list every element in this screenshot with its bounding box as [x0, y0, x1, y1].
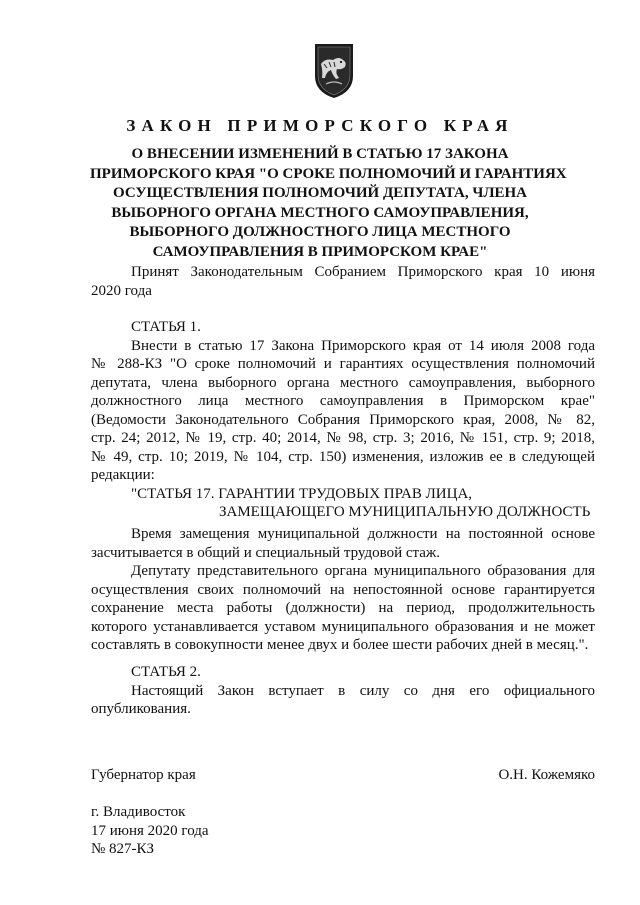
document-footer — [91, 803, 595, 859]
article-2-line: опубликования. — [91, 701, 191, 717]
law-heading — [90, 145, 567, 262]
quoted-article-title: ЗАМЕЩАЮЩЕГО МУНИЦИПАЛЬНУЮ ДОЛЖНОСТЬ — [219, 504, 591, 520]
article-17-paragraph-2 — [91, 562, 595, 655]
adoption-line: Принят Законодательным Собранием Приморского края 10 июня — [131, 264, 595, 280]
paragraph-line: которого устанавливается уставом муниципального образования и не может — [91, 618, 595, 635]
article-2-line: Настоящий Закон вступает в силу со дня его официального — [131, 682, 595, 699]
article-1-line: № 49, стр. 10; 2019, № 104, стр. 150) изменения, изложив ее в следующей — [91, 448, 595, 465]
signatory-name: О.Н. Кожемяко — [498, 767, 595, 783]
article-1-line: редакции: — [91, 467, 155, 483]
coat-of-arms-icon — [309, 40, 359, 100]
law-title: ЗАКОН ПРИМОРСКОГО КРАЯ — [126, 116, 514, 135]
article-1-line: № 288-КЗ "О сроке полномочий и гарантиях осуществления полномочий — [91, 356, 595, 372]
article-1-line: должностного лица местного самоуправления в Приморском крае" — [91, 393, 595, 409]
article-1-line: стр. 24; 2012, № 19, стр. 40; 2014, № 98, стр. 3; 2016, № 151, стр. 9; 2018, — [91, 430, 595, 446]
article-1-title: СТАТЬЯ 1. — [131, 319, 201, 335]
article-1-line: Внести в статью 17 Закона Приморского края от 14 июля 2008 года — [131, 337, 595, 354]
paragraph-line: осуществления своих полномочий на непостоянной основе гарантируется — [91, 581, 595, 598]
adoption-line: 2020 года — [91, 282, 152, 299]
article-17-paragraph-1 — [91, 525, 595, 562]
heading-line: ВЫБОРНОГО ОРГАНА МЕСТНОГО САМОУПРАВЛЕНИЯ, — [111, 204, 529, 221]
paragraph-line: составлять в совокупности менее двух и более шести рабочих дней в месяц.". — [91, 637, 589, 653]
article-1 — [91, 318, 595, 522]
paragraph-line: Время замещения муниципальной должности на постоянной основе — [131, 526, 595, 542]
article-1-line: (Ведомости Законодательного Собрания Приморского края, 2008, № 82, — [91, 411, 595, 428]
heading-line: ПРИМОРСКОГО КРАЯ "О СРОКЕ ПОЛНОМОЧИЙ И ГАРАНТИЯХ — [90, 165, 567, 182]
paragraph-line: засчитывается в общий и специальный трудовой стаж. — [91, 544, 441, 561]
article-1-line: депутата, члена выборного органа местного самоуправления, выборного — [91, 374, 595, 391]
signing-date: 17 июня 2020 года — [91, 822, 209, 839]
signature-block — [91, 766, 595, 785]
heading-line: О ВНЕСЕНИИ ИЗМЕНЕНИЙ В СТАТЬЮ 17 ЗАКОНА — [131, 146, 509, 162]
article-2 — [91, 663, 595, 719]
city: г. Владивосток — [91, 804, 186, 820]
signatory-position: Губернатор края — [91, 767, 196, 783]
article-2-title: СТАТЬЯ 2. — [131, 664, 201, 680]
adoption-paragraph — [91, 263, 595, 300]
heading-line: ОСУЩЕСТВЛЕНИЯ ПОЛНОМОЧИЙ ДЕПУТАТА, ЧЛЕНА — [112, 185, 528, 201]
heading-line: САМОУПРАВЛЕНИЯ В ПРИМОРСКОМ КРАЕ" — [152, 243, 488, 260]
quoted-article-title: "СТАТЬЯ 17. ГАРАНТИИ ТРУДОВЫХ ПРАВ ЛИЦА, — [131, 485, 473, 502]
paragraph-line: сохранение места работы (должности) на период, продолжительность — [91, 600, 595, 616]
paragraph-line: Депутату представительного органа муниципального образования для — [131, 563, 595, 579]
heading-line: ВЫБОРНОГО ДОЛЖНОСТНОГО ЛИЦА МЕСТНОГО — [129, 224, 511, 240]
law-number: № 827-КЗ — [91, 841, 155, 857]
